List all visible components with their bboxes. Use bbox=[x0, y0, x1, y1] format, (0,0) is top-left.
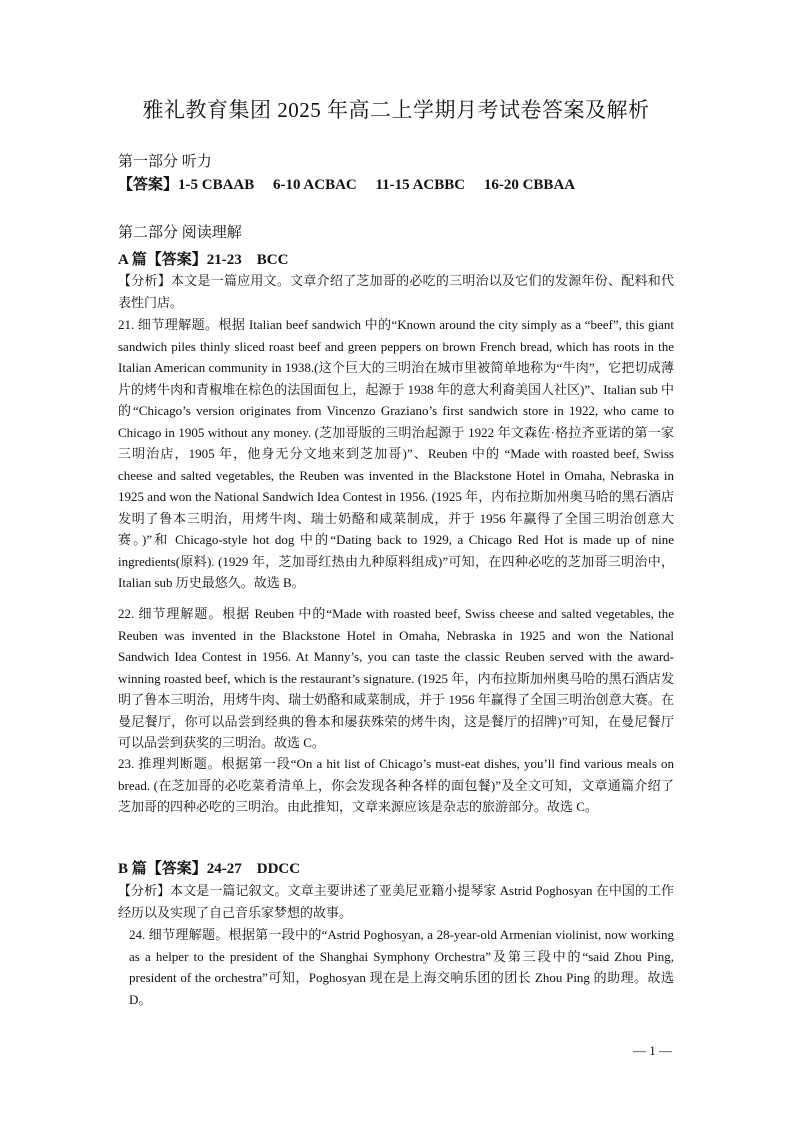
question-21-explanation: 21. 细节理解题。根据 Italian beef sandwich 中的“Known around the city simply as a “beef”, this giant sandwich piles thinly sliced roast beef and green peppers on brown French bread, which has roots in the Italian American community in 1938.(这个巨大的三明治在城市里被简单地称为“牛肉”，它把切成薄片的烤牛肉和青椒堆在棕色的法国面包上，起源于 1938 年的意大利裔美国人社区)”、Italian sub 中的“Chicago’s version originates from Vincenzo Graziano’s first sandwich store in 1922, who came to Chicago in 1905 without any money. (芝加哥版的三明治起源于 1922 年文森佐·格拉齐亚诺的第一家三明治店，1905 年，他身无分文地来到芝加哥)”、Reuben 中的 “Made with roasted beef, Swiss cheese and salted vegetables, the Reuben was invented in the Blackstone Hotel in Omaha, Nebraska in 1925 and won the National Sandwich Idea Contest in 1956. (1925 年，内布拉斯加州奥马哈的黑石酒店发明了鲁本三明治，用烤牛肉、瑞士奶酪和咸菜制成，并于 1956 年赢得了全国三明治创意大赛。)”和 Chicago-style hot dog 中的“Dating back to 1929, a Chicago Red Hot is made up of nine ingredients(原料). (1929 年，芝加哥红热由九种原料组成)”可知，在四种必吃的芝加哥三明治中，Italian sub 历史最悠久。故选 B。 bbox=[118, 317, 674, 590]
question-24-explanation: 24. 细节理解题。根据第一段中的“Astrid Poghosyan, a 28-year-old Armenian violinist, now working as a helper to the president of the Shanghai Symphony Orchestra”及第三段中的“said Zhou Ping, president of the orchestra”可知，Poghosyan 现在是上海交响乐团的团长 Zhou Ping 的助理。故选 D。 bbox=[129, 927, 674, 1007]
section-a-analysis: 【分析】本文是一篇应用文。文章介绍了芝加哥的必吃的三明治以及它们的发源年份、配料和代表性门店。 bbox=[118, 273, 674, 310]
section-b-answer: B 篇【答案】24-27 DDCC bbox=[118, 861, 301, 877]
part2-heading: 第二部分 阅读理解 bbox=[118, 225, 242, 241]
section-b-analysis: 【分析】本文是一篇记叙文。文章主要讲述了亚美尼亚籍小提琴家 Astrid Poghosyan 在中国的工作经历以及实现了自己音乐家梦想的故事。 bbox=[118, 883, 674, 920]
page-number: — 1 — bbox=[633, 1043, 672, 1058]
question-23-explanation: 23. 推理判断题。根据第一段“On a hit list of Chicago’s must-eat dishes, you’ll find various meals on bread. (在芝加哥的必吃菜肴清单上，你会发现各种各样的面包餐)”及全文可知，文章通篇介绍了芝加哥的四种必吃的三明治。由此推知，文章来源应该是杂志的旅游部分。故选 C。 bbox=[118, 756, 674, 814]
part1-heading: 第一部分 听力 bbox=[118, 154, 212, 170]
section-a-answer: A 篇【答案】21-23 BCC bbox=[118, 252, 289, 268]
page-title: 雅礼教育集团 2025 年高二上学期月考试卷答案及解析 bbox=[142, 98, 650, 122]
part1-answer: 【答案】1-5 CBAAB 6-10 ACBAC 11-15 ACBBC 16-20 CBBAA bbox=[118, 177, 576, 193]
question-22-explanation: 22. 细节理解题。根据 Reuben 中的“Made with roasted beef, Swiss cheese and salted vegetables, the Reuben was invented in the Blackstone Hotel in Omaha, Nebraska in 1925 and won the National Sandwich Idea Contest in 1956. At Manny’s, you can taste the classic Reuben served with the award-winning roasted beef, which is the restaurant’s signature. (1925 年，内布拉斯加州奥马哈的黑石酒店发明了鲁本三明治，用烤牛肉、瑞士奶酪和咸菜制成，并于 1956 年赢得了全国三明治创意大赛。在曼尼餐厅，你可以品尝到经典的鲁本和屡获殊荣的烤牛肉，这是餐厅的招牌)”可知，在曼尼餐厅可以品尝到获奖的三明治。故选 C。 bbox=[118, 606, 674, 750]
